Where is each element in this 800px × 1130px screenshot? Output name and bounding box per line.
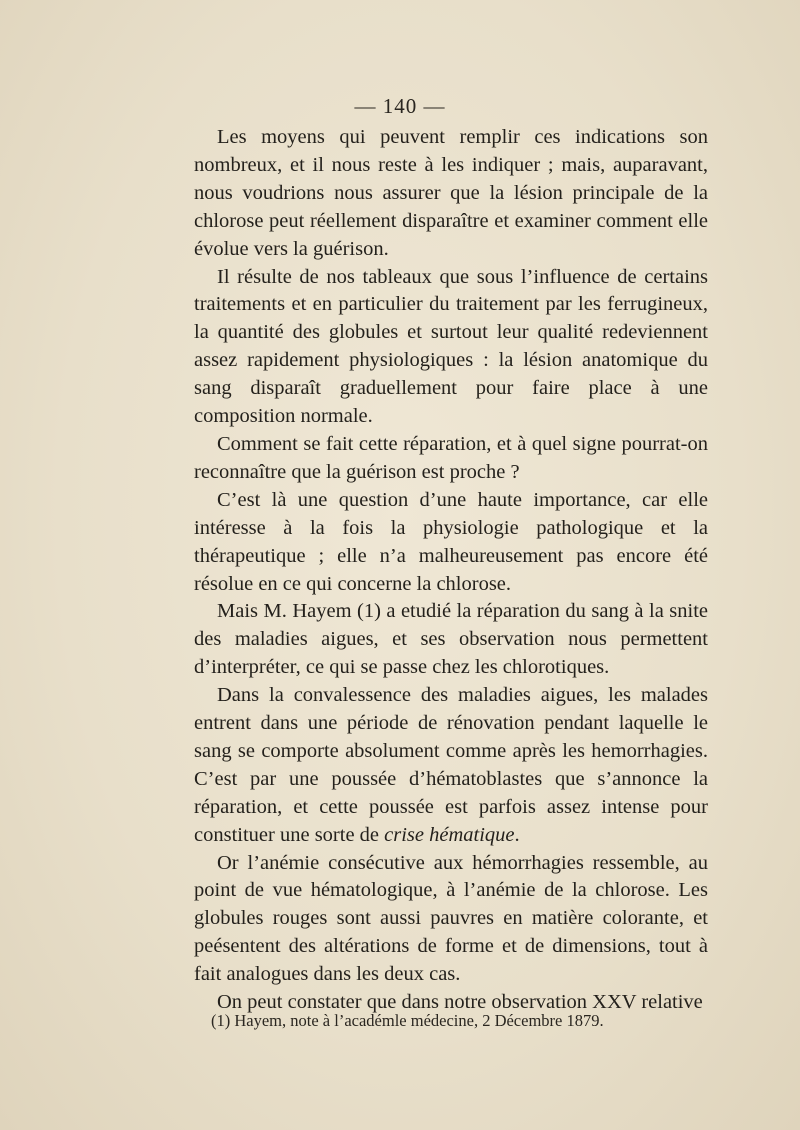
paragraph-1: Les moyens qui peuvent remplir ces indications son nombreux, et il nous reste à les indiquer ; mais, auparavant, nous voudrions nous assurer que la lésion principale de la chlorose peut réellement disparaître et examiner comment elle évolue vers la guérison.: [194, 126, 708, 260]
page-number: — 140 —: [354, 94, 446, 118]
body-text: [194, 124, 708, 1017]
paragraph-6-text: Dans la convalessence des maladies aigues, les malades entrent dans une période de rénovation pendant laquelle le sang se comporte absolument comme après les hemorrhagies. C’est par une poussée d’hématoblastes que s’annonce la réparation, et cette poussée est parfois assez intense pour constituer une sorte de: [194, 684, 708, 846]
paragraph-2: Il résulte de nos tableaux que sous l’influence de certains traitements et en particulier du traitement par les ferrugineux, la quantité des globules et surtout leur qualité redeviennent assez rapidement physiologiques : la lésion anatomique du sang disparaît graduellement pour faire place à une composition normale.: [194, 265, 708, 428]
paragraph-8: On peut constater que dans notre observation XXV relative: [217, 991, 703, 1014]
paragraph-5: Mais M. Hayem (1) a etudié la réparation du sang à la snite des maladies aigues, et ses observation nous permettent d’interpréter, ce qui se passe chez les chlorotiques.: [194, 600, 708, 679]
italic-term: crise hématique: [384, 823, 515, 846]
paragraph-3: Comment se fait cette réparation, et à quel signe pourrat-on reconnaître que la guérison est proche ?: [194, 432, 708, 483]
paragraph-7: Or l’anémie consécutive aux hémorrhagies ressemble, au point de vue hématologique, à l’anémie de la chlorose. Les globules rouges sont aussi pauvres en matière colorante, et peésentent des altérations de forme et de dimensions, tout à fait analogues dans les deux cas.: [194, 851, 708, 986]
paragraph-4: C’est là une question d’une haute importance, car elle intéresse à la fois la physiologie pathologique et la thérapeutique ; elle n’a malheureusement pas encore été résolue en ce qui concerne la chlorose.: [194, 488, 708, 595]
footnote: (1) Hayem, note à l’académle médecine, 2 Décembre 1879.: [211, 1011, 604, 1030]
paragraph-6-end: .: [514, 823, 520, 846]
paragraph-6: [194, 682, 708, 849]
